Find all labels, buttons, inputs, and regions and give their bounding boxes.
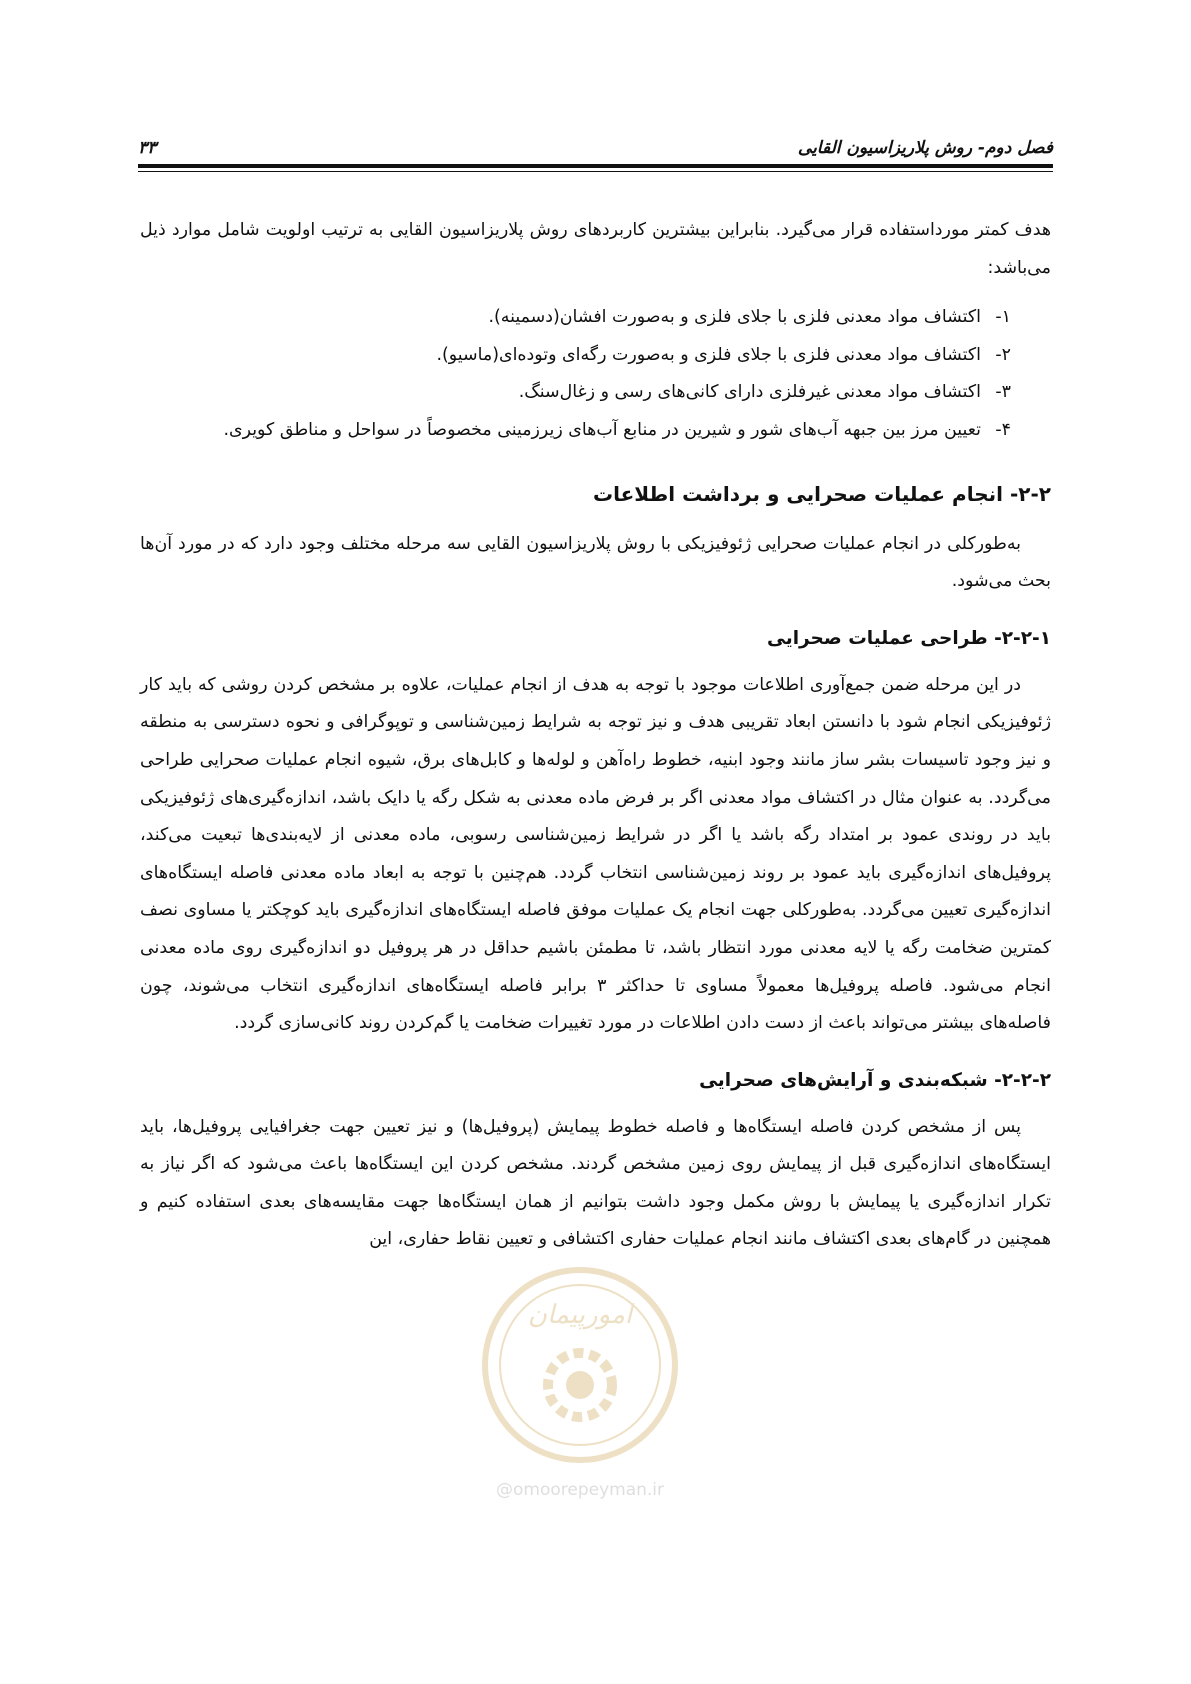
- section-2-2-paragraph: به‌طورکلی در انجام عملیات صحرایی ژئوفیزیکی با روش پلاریزاسیون القایی سه مرحله مختلف وجود دارد که در مورد آن‌ها بحث می‌شود.: [140, 533, 1051, 592]
- list-item-text: اکتشاف مواد معدنی فلزی با جلای فلزی و به‌صورت رگه‌ای وتوده‌ای(ماسیو).: [436, 344, 981, 365]
- list-item: [140, 337, 1011, 375]
- list-item-number: ۱-: [995, 307, 1011, 328]
- list-item: [140, 299, 1011, 337]
- list-item: [140, 412, 1011, 450]
- list-item-text: اکتشاف مواد معدنی فلزی با جلای فلزی و به‌صورت افشان(دسمینه).: [488, 307, 981, 328]
- page-body: [140, 212, 1051, 1259]
- watermark-logo: [470, 1255, 690, 1505]
- list-item: [140, 374, 1011, 412]
- section-2-2-1-paragraph: در این مرحله ضمن جمع‌آوری اطلاعات موجود با توجه به هدف از انجام عملیات، علاوه بر مشخص کردن روشی که باید کار ژئوفیزیکی انجام شود با دانستن ابعاد تقریبی هدف و نیز توجه به شرایط زمین‌شناسی و توپوگرافی و نحوه دسترسی به منطقه و نیز وجود تاسیسات بشر ساز مانند وجود ابنیه، خطوط راه‌آهن و لوله‌ها و کابل‌های برق، شیوه انجام عملیات صحرایی طراحی می‌گردد. به عنوان مثال در اکتشاف مواد معدنی اگر بر فرض ماده معدنی به شکل رگه یا دایک باشد، اندازه‌گیری‌های ژئوفیزیکی باید در روندی عمود بر امتداد رگه باشد یا اگر در شرایط زمین‌شناسی رسوبی، ماده معدنی از لایه‌بندی‌ها تبعیت می‌کند، پروفیل‌های اندازه‌گیری باید عمود بر روند زمین‌شناسی انتخاب گردد. هم‌چنین با توجه به ابعاد ماده معدنی فاصله ایستگاه‌های اندازه‌گیری تعیین می‌گردد. به‌طورکلی جهت انجام یک عملیات موفق فاصله ایستگاه‌های اندازه‌گیری باید کوچکتر یا مساوی نصف کمترین ضخامت رگه یا لایه معدنی مورد انتظار باشد، تا مطمئن باشیم حداقل در هر پروفیل دو اندازه‌گیری روی ماده معدنی انجام می‌شود. فاصله پروفیل‌ها معمولاً مساوی تا حداکثر ۳ برابر فاصله ایستگاه‌های اندازه‌گیری انتخاب می‌شوند، چون فاصله‌های بیشتر می‌تواند باعث از دست دادن اطلاعات در مورد تغییرات ضخامت یا گم‌کردن روند کانی‌سازی گردد.: [140, 674, 1051, 1034]
- intro-paragraph: هدف کمتر مورداستفاده قرار می‌گیرد. بنابراین بیشترین کاربردهای روش پلاریزاسیون القایی به ترتیب اولویت شامل موارد ذیل می‌باشد:: [140, 220, 1051, 278]
- page-number: ۳۳: [138, 138, 157, 158]
- running-title: فصل دوم- روش پلاریزاسیون القایی: [797, 138, 1053, 158]
- section-2-2-2-paragraph: پس از مشخص کردن فاصله ایستگاه‌ها و فاصله خطوط پیمایش (پروفیل‌ها) و نیز تعیین جهت جغرافیایی پروفیل‌ها، باید ایستگاه‌های اندازه‌گیری قبل از پیمایش روی زمین مشخص گردند. مشخص کردن این ایستگاه‌ها باعث می‌شود که اگر نیاز به تکرار اندازه‌گیری یا پیمایش با روش مکمل وجود داشت بتوانیم از همان ایستگاه‌ها جهت مقایسه‌های بعدی استفاده کنیم و همچنین در گام‌های بعدی اکتشاف مانند انجام عملیات حفاری اکتشافی و تعیین نقاط حفاری، این: [140, 1116, 1051, 1250]
- section-heading-2-2: ۲-۲- انجام عملیات صحرایی و برداشت اطلاعات: [592, 481, 1051, 506]
- watermark-logo-text: امورپیمان: [527, 1300, 633, 1330]
- section-heading-2-2-2: ۲-۲-۲- شبکه‌بندی و آرایش‌های صحرایی: [699, 1069, 1051, 1091]
- page-header: [138, 128, 1053, 158]
- list-item-number: ۴-: [995, 419, 1011, 440]
- list-item-number: ۲-: [995, 344, 1011, 365]
- watermark-url: @omoorepeyman.ir: [495, 1480, 665, 1500]
- list-item-number: ۳-: [995, 382, 1011, 403]
- list-item-text: اکتشاف مواد معدنی غیرفلزی دارای کانی‌های رسی و زغال‌سنگ.: [518, 382, 981, 403]
- list-item-text: تعیین مرز بین جبهه آب‌های شور و شیرین در منابع آب‌های زیرزمینی مخصوصاً در سواحل و مناطق کویری.: [223, 419, 981, 440]
- header-rule-thin: [138, 171, 1053, 172]
- header-rule-thick: [138, 164, 1053, 168]
- application-list: [140, 299, 1051, 449]
- section-heading-2-2-1: ۲-۲-۱- طراحی عملیات صحرایی: [767, 627, 1051, 649]
